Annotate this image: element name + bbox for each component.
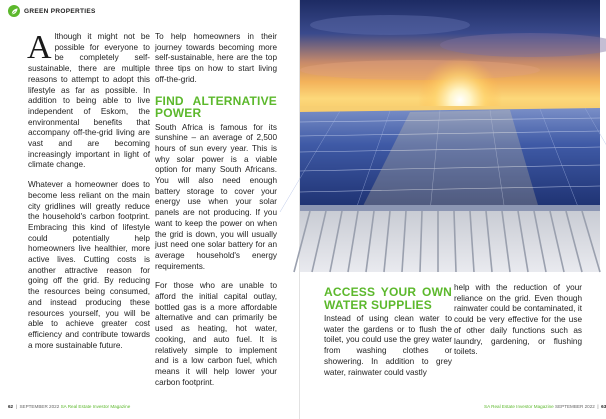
page-number-right: 63 <box>601 404 606 409</box>
section-title: GREEN PROPERTIES <box>24 7 96 15</box>
solar-paragraph: South Africa is famous for its sunshine – an average of 2,500 hours of sun every year. This is why solar power is a viable option for many South Africans. You will also need enough battery storage to cover your energy use when your solar panels are not producing. If you want to keep the power on when the grid is down, you will usually just need one solar battery for an average household's energy requirements. <box>155 122 277 271</box>
footer-publication-right: SA Real Estate Investor Magazine <box>484 404 554 409</box>
drop-cap: A <box>27 29 52 66</box>
footer-left: 62 | SEPTEMBER 2022 SA Real Estate Investor Magazine <box>8 404 131 409</box>
water-paragraph: Instead of using clean water to water the gardens or to flush the toilet, you could use the grey water from washing clothes or showering. In addition to grey water, rainwater could vastly <box>324 314 452 377</box>
text-column-4 <box>454 283 582 367</box>
intro-paragraph <box>27 29 150 171</box>
leaf-icon <box>8 5 20 17</box>
footer-issue-left: SEPTEMBER 2022 <box>19 404 60 409</box>
page-number-left: 62 <box>8 404 14 409</box>
left-page <box>0 0 300 419</box>
text-column-3 <box>324 286 452 387</box>
section-header <box>8 5 96 17</box>
heading-access-water-supplies: ACCESS YOUR OWN WATER SUPPLIES <box>324 285 452 312</box>
intro-paragraph-text: lthough it might not be possible for everyone to be completely self-sustainable, there are multiple reasons to attempt to adopt this lifestyle as far as possible. In addition to being able to live independent of Eskom, the environmental benefits that accompany off-the-grid living are vast and are becoming increasingly important in light of climate change. <box>28 32 150 170</box>
body-paragraph: Whatever a homeowner does to become less reliant on the main city gridlines will greatly reduce the household's carbon footprint. Embracing this kind of lifestyle could potentially help homeowners live healthier, more active lives. Cutting costs is another attractive reason for going off the grid. By reducing the resources being consumed, and instead producing these resources yourself, you will be able to achieve greater cost efficiency and contribute towards a more sustainable future. <box>28 180 150 350</box>
solar-panels-photo <box>300 0 600 272</box>
heading-find-alternative-power: FIND ALTERNATIVE POWER <box>155 93 277 121</box>
tips-intro-paragraph: To help homeowners in their journey towards becoming more self-sustainable, here are the top three tips on how to start living off-the-grid. <box>155 32 277 84</box>
footer-issue-right: SEPTEMBER 2022 <box>555 404 595 409</box>
gas-paragraph: For those who are unable to afford the initial capital outlay, bottled gas is a more affordable alternative and can primarily be used as heating, hot water, cooking, and auto fuel. It is relatively simple to implement and is a low carbon fuel, which means it will help lower your carbon footprint. <box>155 281 277 387</box>
footer-right: SA Real Estate Investor Magazine SEPTEMBER 2022 | 63 <box>484 404 606 409</box>
footer-publication-left: SA Real Estate Investor Magazine <box>60 404 131 409</box>
text-column-2 <box>155 32 277 397</box>
rainwater-paragraph: help with the reduction of your reliance on the grid. Even though rainwater could be contaminated, it could be very effective for the use of other daily functions such as laundry, gardening, or flushing toilets. <box>454 283 582 357</box>
text-column-1 <box>27 29 150 360</box>
